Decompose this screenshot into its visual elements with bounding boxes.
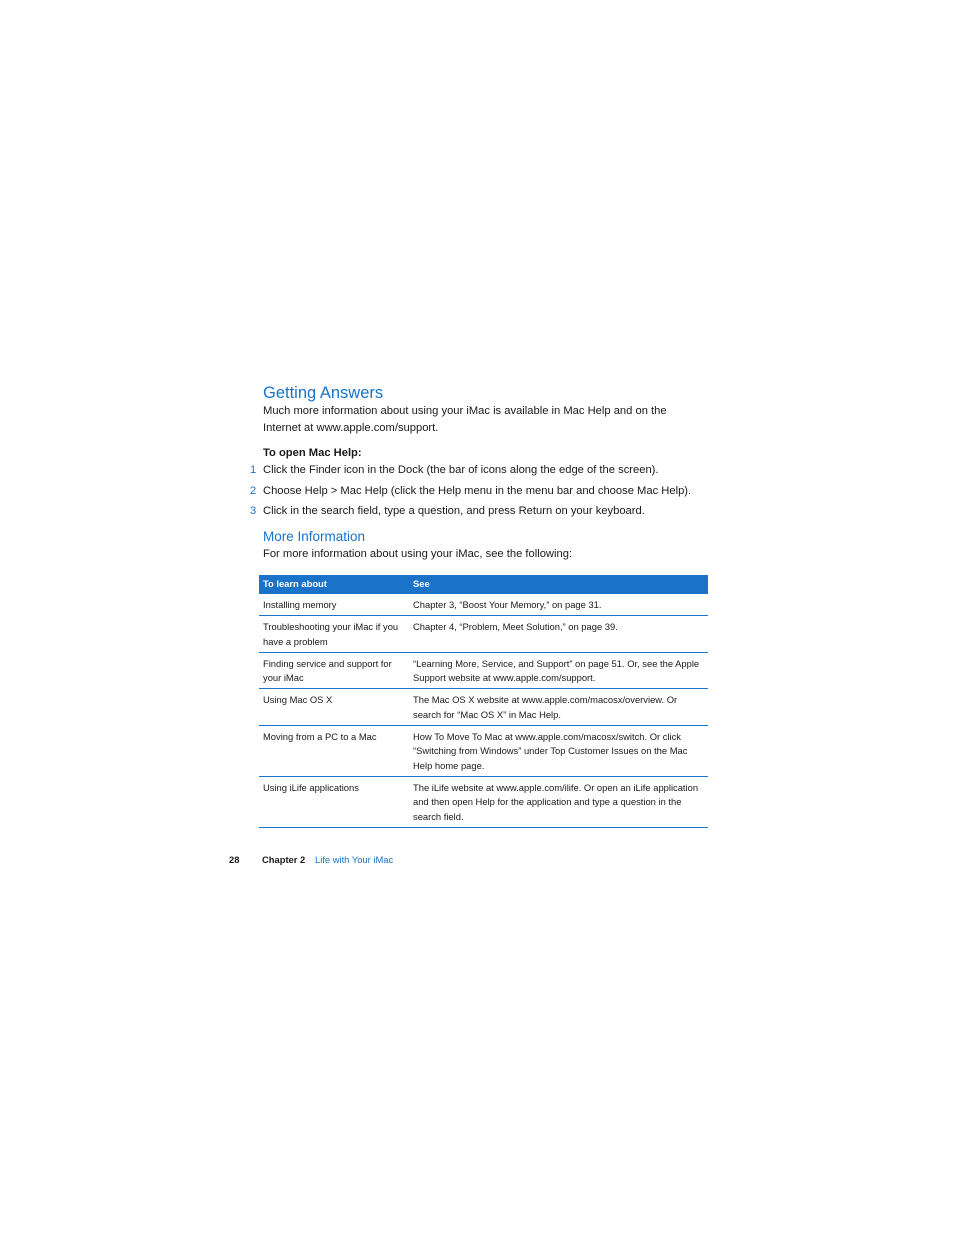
table-row — [259, 689, 708, 726]
step-number: 2 — [250, 485, 257, 497]
table-row — [259, 652, 708, 689]
table-row — [259, 616, 708, 653]
reference-cell: Chapter 4, “Problem, Meet Solution,” on page 39. — [409, 616, 708, 653]
header-learn-about: To learn about — [259, 575, 409, 594]
task-title: To open Mac Help: — [263, 447, 362, 459]
step-number: 3 — [250, 505, 257, 517]
info-table — [259, 575, 708, 828]
reference-cell: The Mac OS X website at www.apple.com/macosx/overview. Or search for “Mac OS X” in Mac Help. — [409, 689, 708, 726]
chapter-label: Chapter 2 — [262, 854, 306, 865]
table-row — [259, 726, 708, 777]
intro-line-1: Much more information about using your iMac is available in Mac Help and on the — [263, 405, 667, 417]
topic-cell: Installing memory — [259, 594, 409, 616]
table-row — [259, 776, 708, 827]
table-row — [259, 594, 708, 616]
reference-cell: Chapter 3, “Boost Your Memory,” on page 31. — [409, 594, 708, 616]
reference-cell: How To Move To Mac at www.apple.com/macosx/switch. Or click “Switching from Windows” under Top Customer Issues on the Mac Help home page. — [409, 726, 708, 777]
intro-paragraph — [263, 403, 713, 437]
topic-cell: Using iLife applications — [259, 776, 409, 827]
section-title: Getting Answers — [263, 384, 384, 402]
table-header-row — [259, 575, 708, 594]
topic-cell: Moving from a PC to a Mac — [259, 726, 409, 777]
step-number: 1 — [250, 464, 257, 476]
header-see: See — [409, 575, 708, 594]
reference-cell: “Learning More, Service, and Support” on page 51. Or, see the Apple Support website at www.apple.com/support. — [409, 652, 708, 689]
page-number: 28 — [229, 854, 240, 865]
chapter-title: Life with Your iMac — [315, 854, 394, 865]
reference-cell: The iLife website at www.apple.com/ilife. Or open an iLife application and then open Help for the application and type a question in the search field. — [409, 776, 708, 827]
topic-cell: Troubleshooting your iMac if you have a problem — [259, 616, 409, 653]
step-text: Click in the search field, type a question, and press Return on your keyboard. — [263, 505, 645, 517]
topic-cell: Using Mac OS X — [259, 689, 409, 726]
subsection-intro: For more information about using your iMac, see the following: — [263, 548, 573, 560]
subsection-title: More Information — [263, 529, 366, 544]
intro-line-2: Internet at www.apple.com/support. — [263, 422, 439, 434]
step-text: Choose Help > Mac Help (click the Help menu in the menu bar and choose Mac Help). — [263, 485, 692, 497]
topic-cell: Finding service and support for your iMac — [259, 652, 409, 689]
step-text: Click the Finder icon in the Dock (the bar of icons along the edge of the screen). — [263, 464, 659, 476]
